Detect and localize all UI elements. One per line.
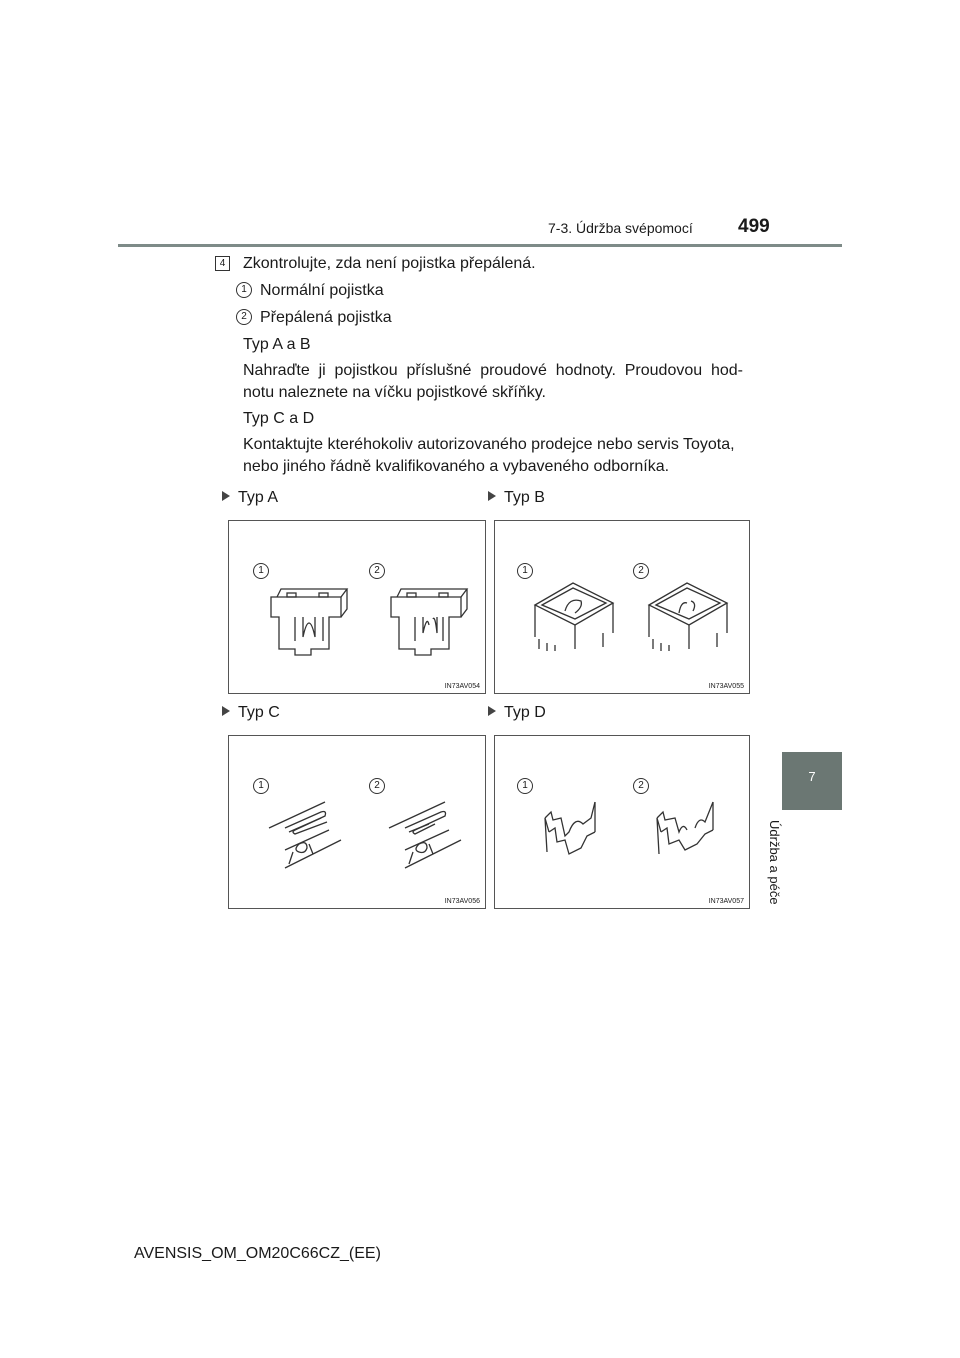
figure-marker-1: 1	[517, 778, 533, 794]
type-cd-line-1: Kontaktujte kteréhokoliv autorizovaného prodejce nebo servis Toyota,	[243, 436, 735, 453]
figure-marker-2: 2	[369, 563, 385, 579]
figure-panel-typ-d	[494, 735, 750, 909]
figure-code: IN73AV056	[444, 898, 480, 905]
legend-marker-1: 1	[236, 282, 252, 298]
type-cd-heading: Typ C a D	[243, 410, 315, 427]
figure-marker-2: 2	[633, 778, 649, 794]
arrow-right-icon	[222, 706, 230, 716]
figure-marker-2: 2	[369, 778, 385, 794]
page-number: 499	[738, 216, 770, 237]
arrow-right-icon	[488, 491, 496, 501]
fuse-type-a-illustration	[229, 521, 485, 693]
legend-marker-2: 2	[236, 309, 252, 325]
figure-code: IN73AV055	[708, 683, 744, 690]
figure-code: IN73AV057	[708, 898, 744, 905]
type-cd-line-2: nebo jiného řádně kvalifikovaného a vybaveného odborníka.	[243, 458, 670, 475]
arrow-right-icon	[222, 491, 230, 501]
header-divider	[118, 244, 842, 247]
figure-marker-1: 1	[253, 563, 269, 579]
figure-label-typ-a: Typ A	[222, 489, 278, 507]
legend-label-blown: Přepálená pojistka	[260, 309, 392, 326]
header-section-title: 7-3. Údržba svépomocí	[548, 220, 693, 236]
chapter-number: 7	[808, 769, 816, 784]
step-number-badge: 4	[215, 256, 230, 271]
figure-panel-typ-a	[228, 520, 486, 694]
chapter-tab	[782, 752, 842, 810]
chapter-title: Údržba a péče	[767, 820, 782, 905]
step-title: Zkontrolujte, zda není pojistka přepálená.	[243, 255, 536, 272]
figure-code: IN73AV054	[444, 683, 480, 690]
arrow-right-icon	[488, 706, 496, 716]
type-ab-heading: Typ A a B	[243, 336, 311, 353]
figure-label-typ-c: Typ C	[222, 704, 280, 722]
figure-marker-1: 1	[517, 563, 533, 579]
type-ab-line-2: notu naleznete na víčku pojistkové skříňky.	[243, 384, 546, 401]
fuse-type-c-illustration	[229, 736, 485, 908]
fuse-type-d-illustration	[495, 736, 749, 908]
chapter-title-vertical	[767, 820, 810, 915]
figure-panel-typ-c	[228, 735, 486, 909]
figure-label-typ-b: Typ B	[488, 489, 545, 507]
figure-marker-2: 2	[633, 563, 649, 579]
legend-label-normal: Normální pojistka	[260, 282, 384, 299]
fuse-type-b-illustration	[495, 521, 749, 693]
type-ab-line-1: Nahraďte ji pojistkou příslušné proudové hodnoty. Proudovou hod-	[243, 362, 743, 379]
document-code: AVENSIS_OM_OM20C66CZ_(EE)	[134, 1245, 381, 1262]
figure-panel-typ-b	[494, 520, 750, 694]
figure-marker-1: 1	[253, 778, 269, 794]
figure-label-typ-d: Typ D	[488, 704, 546, 722]
